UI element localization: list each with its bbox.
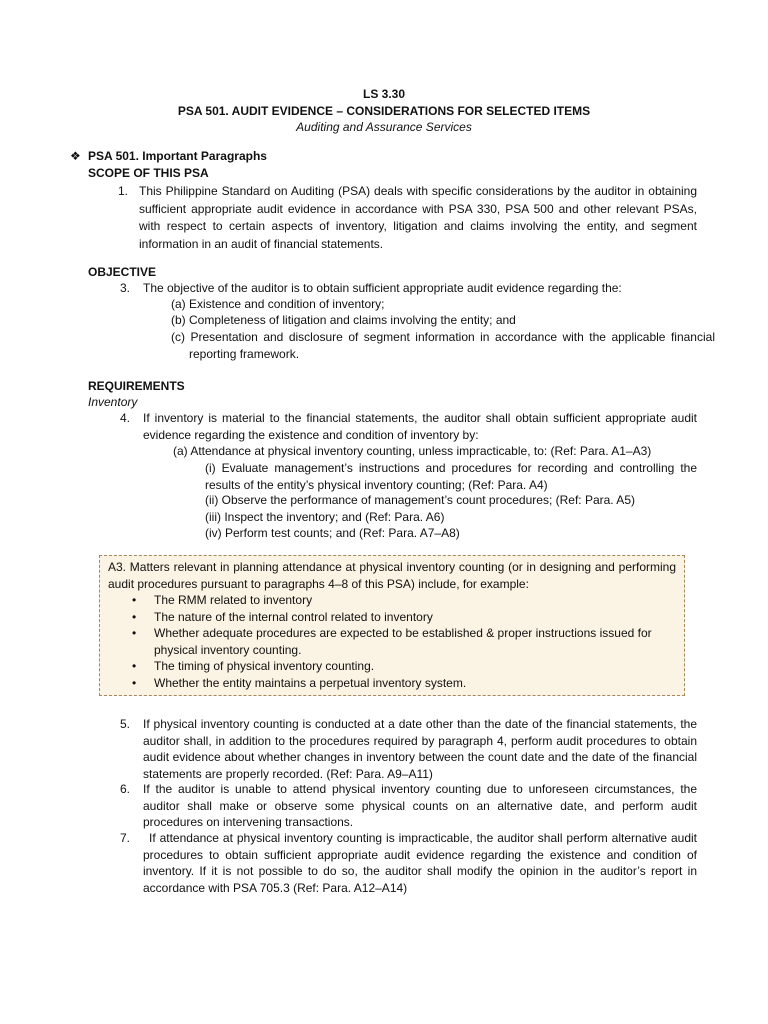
- bullet-icon: •: [132, 675, 137, 690]
- objective-item-b: (b) Completeness of litigation and claims involving the entity; and: [171, 313, 516, 327]
- callout-intro: A3. Matters relevant in planning attendance at physical inventory counting (or in designing and performing audit procedures pursuant to paragraphs 4–8 of this PSA) include, for example:: [108, 560, 676, 591]
- objective-item-c: (c) Presentation and disclosure of segment information in accordance with the applicable financial reporting framework.: [171, 330, 715, 361]
- paragraph-4-item-iv: (iv) Perform test counts; and (Ref: Para. A7–A8): [205, 526, 460, 540]
- objective-heading: OBJECTIVE: [88, 265, 157, 279]
- list-item: • The nature of the internal control related to inventory: [132, 609, 433, 624]
- inventory-subheading: Inventory: [88, 395, 138, 409]
- paragraph-number: 1.: [118, 184, 129, 198]
- diamond-bullet-icon: ❖: [70, 149, 81, 163]
- list-item: • Whether adequate procedures are expected to be established & proper instructions issued for physical inventory counting.: [132, 626, 652, 657]
- paragraph-number: 4.: [120, 411, 131, 425]
- requirements-heading: REQUIREMENTS: [88, 379, 185, 393]
- list-item: • Whether the entity maintains a perpetual inventory system.: [132, 675, 467, 690]
- a3-callout-box: [99, 555, 685, 696]
- bullet-icon: •: [132, 626, 137, 640]
- bullet-icon: •: [132, 593, 137, 607]
- document-subtitle: Auditing and Assurance Services: [296, 120, 472, 134]
- scope-heading: SCOPE OF THIS PSA: [88, 166, 209, 180]
- lesson-code: LS 3.30: [362, 87, 406, 101]
- document-header: [0, 86, 768, 136]
- paragraph-4: If inventory is material to the financial statements, the auditor shall obtain sufficient appropriate audit evidence regarding the existence and condition of inventory by:: [143, 411, 697, 442]
- paragraph-4-item-iii: (iii) Inspect the inventory; and (Ref: Para. A6): [205, 510, 445, 524]
- objective-item-a: (a) Existence and condition of inventory;: [171, 297, 385, 311]
- objective-paragraph: The objective of the auditor is to obtain sufficient appropriate audit evidence regarding the:: [143, 281, 622, 295]
- paragraph-4-item-a: (a) Attendance at physical inventory counting, unless impracticable, to: (Ref: Para. A1–A3): [173, 444, 652, 458]
- paragraph-number: 5.: [120, 717, 131, 731]
- scope-paragraph: This Philippine Standard on Auditing (PSA) deals with specific considerations by the auditor in obtaining sufficient appropriate audit evidence in accordance with PSA 330, PSA 500 and other relevant PSAs, with respect to certain aspects of inventory, litigation and claims involving the entity, and segment information in an audit of financial statements.: [139, 184, 697, 251]
- list-item: • The timing of physical inventory counting.: [132, 659, 375, 673]
- paragraph-number: 7.: [120, 831, 131, 845]
- bullet-icon: •: [132, 659, 137, 673]
- bullet-icon: •: [132, 609, 137, 624]
- paragraph-4-item-i: (i) Evaluate management’s instructions and procedures for recording and controlling the results of the entity’s physical inventory counting; (Ref: Para. A4): [205, 461, 697, 492]
- callout-list: [108, 592, 676, 691]
- paragraph-6: If the auditor is unable to attend physical inventory counting due to unforeseen circumstances, the auditor shall make or observe some physical counts on an alternative date, and perform audit procedures on intervening transactions.: [143, 782, 697, 829]
- paragraph-5: If physical inventory counting is conducted at a date other than the date of the financial statements, the auditor shall, in addition to the procedures required by paragraph 4, perform audit procedures to obtain audit evidence about whether changes in inventory between the count date and the date of the financial statements are properly recorded. (Ref: Para. A9–A11): [143, 717, 697, 781]
- important-paragraphs-heading: PSA 501. Important Paragraphs: [88, 149, 267, 163]
- paragraph-7: If attendance at physical inventory counting is impracticable, the auditor shall perform alternative audit procedures to obtain sufficient appropriate audit evidence regarding the existence and condition of inventory. If it is not possible to do so, the auditor shall modify the opinion in the auditor’s report in accordance with PSA 705.3 (Ref: Para. A12–A14): [143, 831, 697, 895]
- document-title: PSA 501. AUDIT EVIDENCE – CONSIDERATIONS FOR SELECTED ITEMS: [177, 103, 591, 118]
- list-item: • The RMM related to inventory: [132, 593, 313, 607]
- paragraph-number: 3.: [120, 281, 131, 295]
- paragraph-number: 6.: [120, 782, 131, 796]
- paragraph-4-item-ii: (ii) Observe the performance of management’s count procedures; (Ref: Para. A5): [205, 493, 635, 507]
